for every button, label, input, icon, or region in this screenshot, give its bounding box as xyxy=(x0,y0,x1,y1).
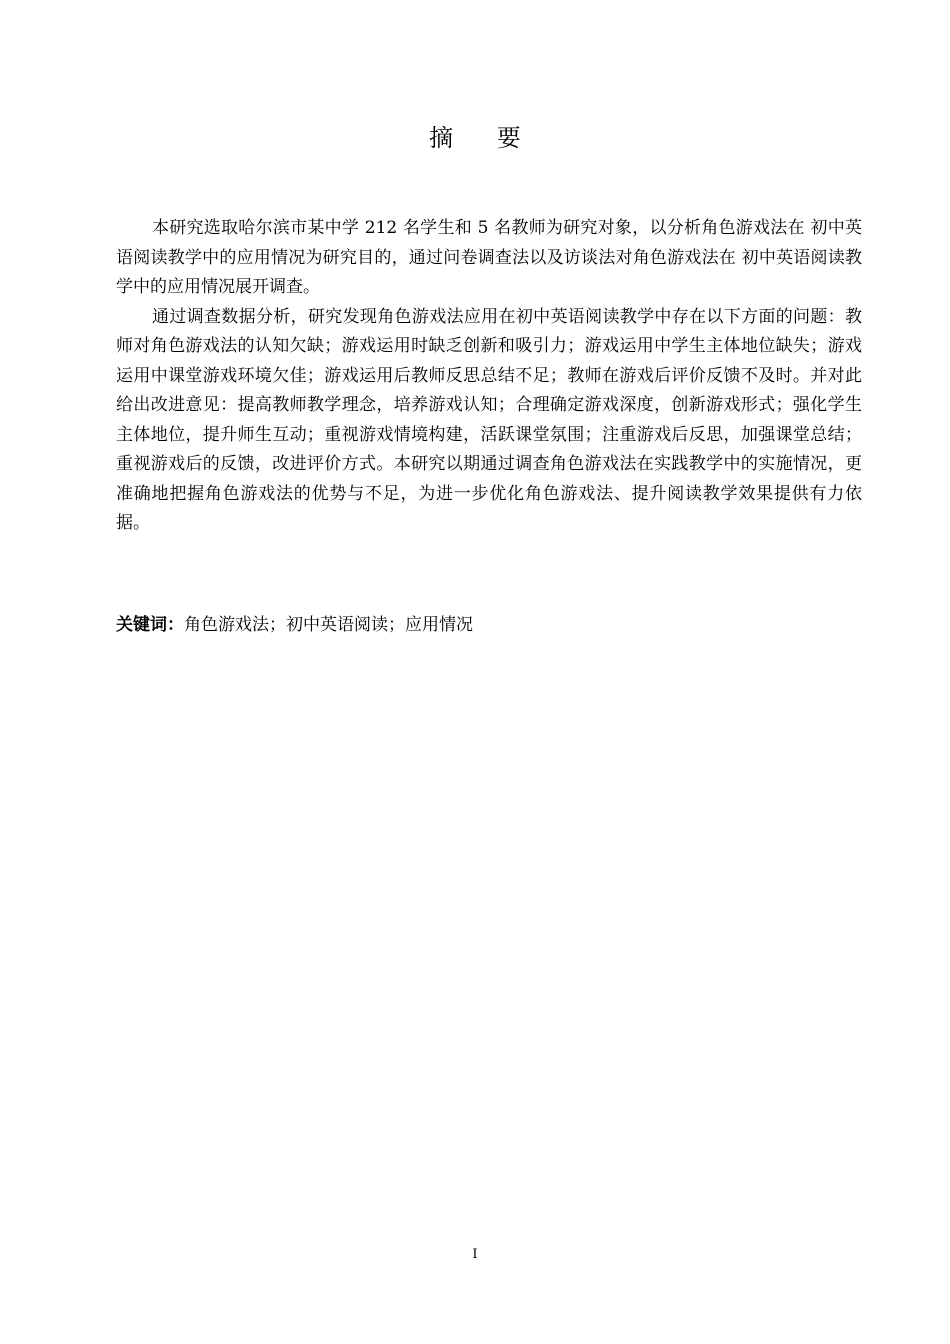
page-title: 摘 要 xyxy=(429,124,539,152)
keywords-line xyxy=(116,611,862,641)
abstract-paragraph-1: 本研究选取哈尔滨市某中学 212 名学生和 5 名教师为研究对象，以分析角色游戏法在 初中英语阅读教学中的应用情况为研究目的，通过问卷调查法以及访谈法对角色游戏法在 初中英语阅读教学中的应用情况展开调查。 xyxy=(116,218,862,297)
keywords-label: 关键词： xyxy=(116,615,184,635)
abstract-paragraph-2: 通过调查数据分析，研究发现角色游戏法应用在初中英语阅读教学中存在以下方面的问题：教师对角色游戏法的认知欠缺；游戏运用时缺乏创新和吸引力；游戏运用中学生主体地位缺失；游戏运用中课堂游戏环境欠佳；游戏运用后教师反思总结不足；教师在游戏后评价反馈不及时。并对此给出改进意见：提高教师教学理念，培养游戏认知；合理确定游戏深度，创新游戏形式；强化学生主体地位，提升师生互动；重视游戏情境构建，活跃课堂氛围；注重游戏后反思，加强课堂总结；重视游戏后的反馈，改进评价方式。本研究以期通过调查角色游戏法在实践教学中的实施情况，更准确地把握角色游戏法的优势与不足，为进一步优化角色游戏法、提升阅读教学效果提供有力依据。 xyxy=(116,306,862,533)
keywords-value: 角色游戏法；初中英语阅读；应用情况 xyxy=(184,615,473,635)
abstract-body xyxy=(116,214,862,539)
page-number: I xyxy=(472,1247,478,1262)
